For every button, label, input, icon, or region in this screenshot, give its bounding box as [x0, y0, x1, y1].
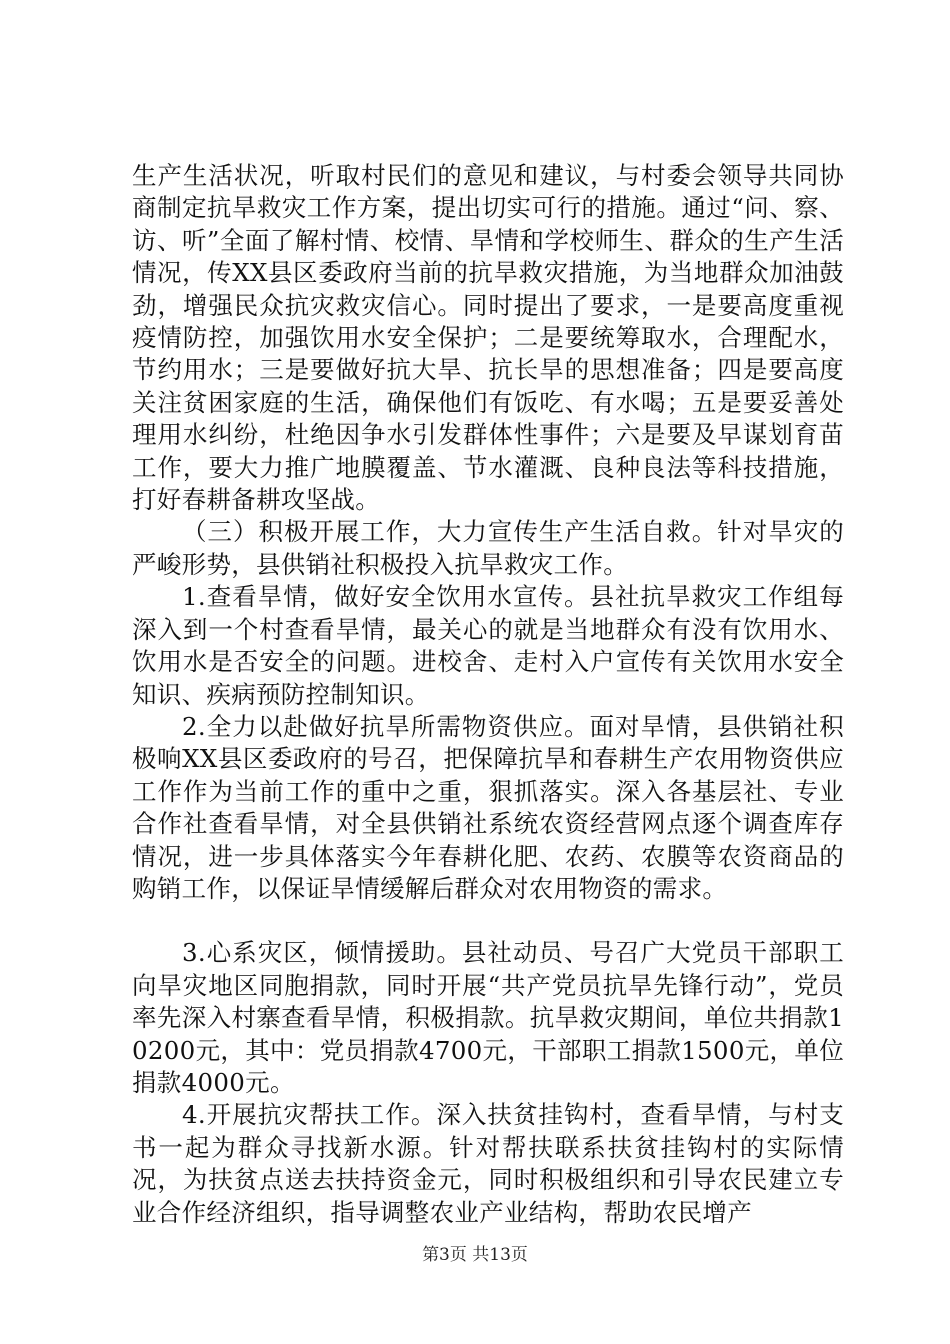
paragraph-item-one: 1.查看旱情，做好安全饮用水宣传。县社抗旱救灾工作组每深入到一个村查看旱情，最关心的就是当地群众有没有饮用水、饮用水是否安全的问题。进校舍、走村入户宣传有关饮用水安全知识、疾病预防控制知识。: [132, 582, 844, 709]
paragraph-item-two: 2.全力以赴做好抗旱所需物资供应。面对旱情，县供销社积极响XX县区委政府的号召，把保障抗旱和春耕生产农用物资供应工作作为当前工作的重中之重，狠抓落实。深入各基层社、专业合作社查看旱情，对全县供销社系统农资经营网点逐个调查库存情况，进一步具体落实今年春耕化肥、农药、农膜等农资商品的购销工作，以保证旱情缓解后群众对农用物资的需求。: [132, 711, 844, 903]
paragraph-item-four: 4.开展抗灾帮扶工作。深入扶贫挂钩村，查看旱情，与村支书一起为群众寻找新水源。针对帮扶联系扶贫挂钩村的实际情况，为扶贫点送去扶持资金元，同时积极组织和引导农民建立专业合作经济组织，指导调整农业产业结构，帮助农民增产: [132, 1100, 844, 1227]
paragraph-continuation: 生产生活状况，听取村民们的意见和建议，与村委会领导共同协商制定抗旱救灾工作方案，提出切实可行的措施。通过“问、察、访、听”全面了解村情、校情、旱情和学校师生、群众的生产生活情况，传XX县区委政府当前的抗旱救灾措施，为当地群众加油鼓劲，增强民众抗灾救灾信心。同时提出了要求，一是要高度重视疫情防控，加强饮用水安全保护；二是要统筹取水，合理配水，节约用水；三是要做好抗大旱、抗长旱的思想准备；四是要高度关注贫困家庭的生活，确保他们有饭吃、有水喝；五是要妥善处理用水纠纷，杜绝因争水引发群体性事件；六是要及早谋划育苗工作，要大力推广地膜覆盖、节水灌溉、良种良法等科技措施，打好春耕备耕攻坚战。: [132, 161, 844, 515]
paragraph-section-three: （三）积极开展工作，大力宣传生产生活自救。针对旱灾的严峻形势，县供销社积极投入抗旱救灾工作。: [132, 517, 844, 579]
document-body: [132, 160, 844, 1229]
paragraph-item-three: 3.心系灾区，倾情援助。县社动员、号召广大党员干部职工向旱灾地区同胞捐款，同时开展“共产党员抗旱先锋行动”，党员率先深入村寨查看旱情，积极捐款。抗旱救灾期间，单位共捐款10200元，其中：党员捐款4700元，干部职工捐款1500元，单位捐款4000元。: [132, 938, 844, 1097]
page-number-footer: 第3页 共13页: [422, 1245, 528, 1265]
